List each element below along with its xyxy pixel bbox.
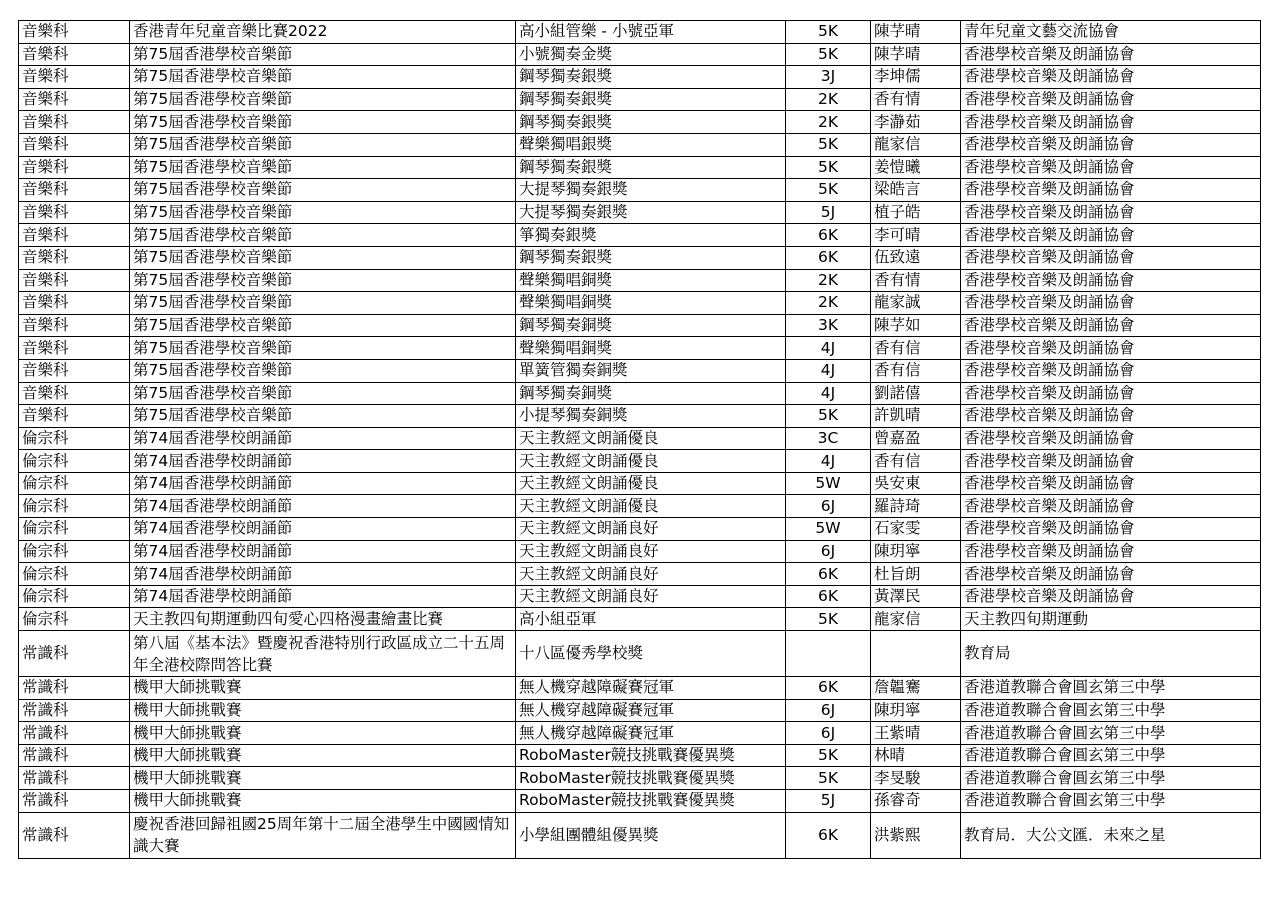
table-row: [19, 201, 1261, 224]
cell-award: 鋼琴獨奏銅獎: [516, 314, 786, 337]
table-row: [19, 88, 1261, 111]
cell-subject: 常識科: [19, 744, 130, 767]
cell-organizer: 香港學校音樂及朗誦協會: [961, 66, 1261, 89]
cell-organizer: 香港學校音樂及朗誦協會: [961, 337, 1261, 360]
table-row: [19, 472, 1261, 495]
cell-award: 十八區優秀學校獎: [516, 631, 786, 677]
cell-award: 天主教經文朗誦良好: [516, 518, 786, 541]
cell-event: 第75屆香港學校音樂節: [130, 314, 516, 337]
cell-organizer: 香港學校音樂及朗誦協會: [961, 585, 1261, 608]
cell-subject: 音樂科: [19, 21, 130, 44]
table-row: [19, 66, 1261, 89]
cell-award: RoboMaster競技挑戰賽優異獎: [516, 767, 786, 790]
cell-class: 6J: [786, 495, 871, 518]
cell-award: 大提琴獨奏銀獎: [516, 201, 786, 224]
cell-class: 4J: [786, 450, 871, 473]
cell-class: 5K: [786, 156, 871, 179]
table-row: [19, 43, 1261, 66]
cell-event: 第74屆香港學校朗誦節: [130, 472, 516, 495]
table-row: [19, 427, 1261, 450]
cell-subject: 音樂科: [19, 201, 130, 224]
cell-award: 小學組團體組優異獎: [516, 812, 786, 858]
cell-award: 鋼琴獨奏銀獎: [516, 111, 786, 134]
cell-subject: 常識科: [19, 677, 130, 700]
cell-event: 第74屆香港學校朗誦節: [130, 450, 516, 473]
cell-class: 2K: [786, 292, 871, 315]
cell-award: 鋼琴獨奏銀獎: [516, 246, 786, 269]
cell-class: 6J: [786, 699, 871, 722]
cell-organizer: 香港學校音樂及朗誦協會: [961, 314, 1261, 337]
cell-class: 4J: [786, 382, 871, 405]
cell-name: 許凱晴: [871, 405, 961, 428]
table-row: [19, 224, 1261, 247]
table-row: [19, 179, 1261, 202]
cell-event: 第75屆香港學校音樂節: [130, 405, 516, 428]
cell-class: 5W: [786, 472, 871, 495]
cell-class: 6K: [786, 585, 871, 608]
cell-organizer: 香港道教聯合會圓玄第三中學: [961, 790, 1261, 813]
table-row: [19, 767, 1261, 790]
cell-class: 2K: [786, 111, 871, 134]
table-row: [19, 677, 1261, 700]
cell-class: 6K: [786, 677, 871, 700]
cell-award: RoboMaster競技挑戰賽優異獎: [516, 790, 786, 813]
cell-name: 洪紫熙: [871, 812, 961, 858]
cell-subject: 音樂科: [19, 314, 130, 337]
cell-name: 劉諾僖: [871, 382, 961, 405]
cell-subject: 音樂科: [19, 292, 130, 315]
cell-organizer: 香港學校音樂及朗誦協會: [961, 156, 1261, 179]
cell-event: 第75屆香港學校音樂節: [130, 133, 516, 156]
cell-award: 高小組管樂 - 小號亞軍: [516, 21, 786, 44]
cell-class: 5K: [786, 43, 871, 66]
cell-organizer: 教育局．大公文匯．未來之星: [961, 812, 1261, 858]
cell-event: 機甲大師挑戰賽: [130, 767, 516, 790]
table-row: [19, 359, 1261, 382]
cell-award: 聲樂獨唱銅獎: [516, 269, 786, 292]
cell-organizer: 香港學校音樂及朗誦協會: [961, 201, 1261, 224]
cell-event: 機甲大師挑戰賽: [130, 790, 516, 813]
cell-class: 5J: [786, 201, 871, 224]
cell-name: 陳芓晴: [871, 21, 961, 44]
cell-event: 第74屆香港學校朗誦節: [130, 563, 516, 586]
cell-class: 5W: [786, 518, 871, 541]
cell-name: 詹韞騫: [871, 677, 961, 700]
cell-subject: 倫宗科: [19, 450, 130, 473]
cell-subject: 倫宗科: [19, 472, 130, 495]
cell-award: 鋼琴獨奏銀獎: [516, 156, 786, 179]
cell-award: 天主教經文朗誦良好: [516, 540, 786, 563]
table-row: [19, 337, 1261, 360]
cell-name: 陳玥寧: [871, 540, 961, 563]
cell-class: 4J: [786, 359, 871, 382]
cell-class: 2K: [786, 88, 871, 111]
cell-subject: 音樂科: [19, 111, 130, 134]
cell-organizer: 香港學校音樂及朗誦協會: [961, 540, 1261, 563]
cell-subject: 倫宗科: [19, 427, 130, 450]
cell-award: 單簧管獨奏銅獎: [516, 359, 786, 382]
cell-event: 第74屆香港學校朗誦節: [130, 495, 516, 518]
cell-organizer: 香港道教聯合會圓玄第三中學: [961, 699, 1261, 722]
cell-event: 第75屆香港學校音樂節: [130, 179, 516, 202]
table-row: [19, 495, 1261, 518]
cell-award: 天主教經文朗誦優良: [516, 450, 786, 473]
cell-subject: 常識科: [19, 767, 130, 790]
cell-event: 第75屆香港學校音樂節: [130, 156, 516, 179]
cell-event: 第75屆香港學校音樂節: [130, 246, 516, 269]
cell-event: 第75屆香港學校音樂節: [130, 382, 516, 405]
table-row: [19, 631, 1261, 677]
cell-name: 香有信: [871, 337, 961, 360]
cell-event: 慶祝香港回歸祖國25周年第十二屆全港學生中國國情知識大賽: [130, 812, 516, 858]
cell-award: 高小組亞軍: [516, 608, 786, 631]
cell-subject: 音樂科: [19, 246, 130, 269]
cell-name: 李可晴: [871, 224, 961, 247]
cell-name: 陳芓如: [871, 314, 961, 337]
cell-award: 鋼琴獨奏銀獎: [516, 88, 786, 111]
cell-event: 第八屆《基本法》暨慶祝香港特別行政區成立二十五周年全港校際問答比賽: [130, 631, 516, 677]
cell-name: 龍家誠: [871, 292, 961, 315]
cell-organizer: 香港學校音樂及朗誦協會: [961, 405, 1261, 428]
cell-subject: 音樂科: [19, 66, 130, 89]
cell-organizer: 香港學校音樂及朗誦協會: [961, 133, 1261, 156]
cell-subject: 音樂科: [19, 269, 130, 292]
cell-organizer: 香港學校音樂及朗誦協會: [961, 292, 1261, 315]
cell-organizer: 青年兒童文藝交流協會: [961, 21, 1261, 44]
cell-award: 小號獨奏金獎: [516, 43, 786, 66]
cell-name: 香有信: [871, 359, 961, 382]
table-row: [19, 111, 1261, 134]
cell-event: 機甲大師挑戰賽: [130, 699, 516, 722]
cell-organizer: 香港學校音樂及朗誦協會: [961, 269, 1261, 292]
cell-name: 杜旨朗: [871, 563, 961, 586]
cell-name: 羅詩琦: [871, 495, 961, 518]
cell-class: 5K: [786, 21, 871, 44]
cell-award: 大提琴獨奏銀獎: [516, 179, 786, 202]
cell-subject: 音樂科: [19, 43, 130, 66]
cell-event: 機甲大師挑戰賽: [130, 744, 516, 767]
cell-organizer: 香港學校音樂及朗誦協會: [961, 518, 1261, 541]
cell-award: 箏獨奏銀獎: [516, 224, 786, 247]
cell-name: 陳芓晴: [871, 43, 961, 66]
cell-name: 香有情: [871, 88, 961, 111]
cell-event: 第75屆香港學校音樂節: [130, 224, 516, 247]
cell-name: 龍家信: [871, 133, 961, 156]
cell-subject: 常識科: [19, 812, 130, 858]
table-row: [19, 382, 1261, 405]
cell-name: 李旻駿: [871, 767, 961, 790]
cell-award: 天主教經文朗誦優良: [516, 427, 786, 450]
cell-organizer: 香港學校音樂及朗誦協會: [961, 224, 1261, 247]
table-row: [19, 744, 1261, 767]
cell-subject: 音樂科: [19, 382, 130, 405]
cell-event: 天主教四旬期運動四旬愛心四格漫畫繪畫比賽: [130, 608, 516, 631]
cell-event: 第75屆香港學校音樂節: [130, 201, 516, 224]
table-row: [19, 563, 1261, 586]
cell-event: 第75屆香港學校音樂節: [130, 43, 516, 66]
cell-name: 李坤儒: [871, 66, 961, 89]
cell-award: 聲樂獨唱銀獎: [516, 133, 786, 156]
cell-class: 5K: [786, 744, 871, 767]
cell-subject: 音樂科: [19, 156, 130, 179]
cell-subject: 音樂科: [19, 133, 130, 156]
cell-class: 3C: [786, 427, 871, 450]
cell-name: 孫睿奇: [871, 790, 961, 813]
cell-subject: 常識科: [19, 699, 130, 722]
cell-organizer: 香港學校音樂及朗誦協會: [961, 43, 1261, 66]
cell-name: 林晴: [871, 744, 961, 767]
table-row: [19, 790, 1261, 813]
cell-event: 第75屆香港學校音樂節: [130, 337, 516, 360]
cell-subject: 常識科: [19, 722, 130, 745]
table-row: [19, 314, 1261, 337]
cell-subject: 音樂科: [19, 88, 130, 111]
cell-subject: 常識科: [19, 790, 130, 813]
table-row: [19, 133, 1261, 156]
cell-organizer: 香港學校音樂及朗誦協會: [961, 88, 1261, 111]
cell-subject: 倫宗科: [19, 495, 130, 518]
cell-class: [786, 631, 871, 677]
cell-organizer: 香港道教聯合會圓玄第三中學: [961, 677, 1261, 700]
cell-name: 香有信: [871, 450, 961, 473]
cell-class: 5K: [786, 133, 871, 156]
cell-name: 陳玥寧: [871, 699, 961, 722]
cell-name: [871, 631, 961, 677]
cell-name: 李瀞茹: [871, 111, 961, 134]
cell-organizer: 香港學校音樂及朗誦協會: [961, 495, 1261, 518]
cell-event: 第74屆香港學校朗誦節: [130, 427, 516, 450]
cell-name: 姜愷曦: [871, 156, 961, 179]
cell-organizer: 香港學校音樂及朗誦協會: [961, 472, 1261, 495]
cell-award: 天主教經文朗誦良好: [516, 563, 786, 586]
cell-event: 第75屆香港學校音樂節: [130, 292, 516, 315]
table-body: [19, 21, 1261, 859]
cell-subject: 音樂科: [19, 405, 130, 428]
cell-organizer: 香港學校音樂及朗誦協會: [961, 179, 1261, 202]
cell-award: RoboMaster競技挑戰賽優異獎: [516, 744, 786, 767]
cell-organizer: 香港學校音樂及朗誦協會: [961, 563, 1261, 586]
cell-class: 3J: [786, 66, 871, 89]
cell-subject: 常識科: [19, 631, 130, 677]
cell-event: 第75屆香港學校音樂節: [130, 88, 516, 111]
cell-subject: 音樂科: [19, 337, 130, 360]
table-row: [19, 608, 1261, 631]
cell-award: 聲樂獨唱銅獎: [516, 292, 786, 315]
table-row: [19, 585, 1261, 608]
table-row: [19, 722, 1261, 745]
cell-organizer: 香港學校音樂及朗誦協會: [961, 111, 1261, 134]
cell-award: 天主教經文朗誦優良: [516, 495, 786, 518]
cell-class: 6K: [786, 246, 871, 269]
cell-award: 鋼琴獨奏銅獎: [516, 382, 786, 405]
cell-name: 黃澤民: [871, 585, 961, 608]
cell-subject: 音樂科: [19, 224, 130, 247]
cell-subject: 音樂科: [19, 359, 130, 382]
cell-class: 6J: [786, 540, 871, 563]
cell-event: 機甲大師挑戰賽: [130, 677, 516, 700]
cell-class: 5K: [786, 179, 871, 202]
cell-event: 第74屆香港學校朗誦節: [130, 540, 516, 563]
cell-award: 無人機穿越障礙賽冠軍: [516, 722, 786, 745]
cell-organizer: 香港學校音樂及朗誦協會: [961, 382, 1261, 405]
cell-event: 第75屆香港學校音樂節: [130, 66, 516, 89]
cell-name: 香有情: [871, 269, 961, 292]
cell-class: 2K: [786, 269, 871, 292]
cell-class: 5J: [786, 790, 871, 813]
cell-organizer: 香港學校音樂及朗誦協會: [961, 359, 1261, 382]
cell-event: 第75屆香港學校音樂節: [130, 269, 516, 292]
cell-class: 5K: [786, 767, 871, 790]
cell-name: 曾嘉盈: [871, 427, 961, 450]
cell-organizer: 香港道教聯合會圓玄第三中學: [961, 744, 1261, 767]
cell-name: 石家雯: [871, 518, 961, 541]
cell-subject: 倫宗科: [19, 563, 130, 586]
awards-table: [18, 20, 1261, 859]
cell-name: 梁皓言: [871, 179, 961, 202]
cell-organizer: 教育局: [961, 631, 1261, 677]
cell-organizer: 天主教四旬期運動: [961, 608, 1261, 631]
table-row: [19, 540, 1261, 563]
cell-subject: 倫宗科: [19, 608, 130, 631]
cell-organizer: 香港道教聯合會圓玄第三中學: [961, 767, 1261, 790]
cell-name: 植子皓: [871, 201, 961, 224]
cell-organizer: 香港學校音樂及朗誦協會: [961, 246, 1261, 269]
cell-award: 鋼琴獨奏銀獎: [516, 66, 786, 89]
cell-class: 6J: [786, 722, 871, 745]
cell-event: 香港青年兒童音樂比賽2022: [130, 21, 516, 44]
cell-name: 伍致遠: [871, 246, 961, 269]
table-row: [19, 699, 1261, 722]
cell-award: 天主教經文朗誦良好: [516, 585, 786, 608]
cell-organizer: 香港學校音樂及朗誦協會: [961, 427, 1261, 450]
cell-class: 5K: [786, 405, 871, 428]
table-row: [19, 246, 1261, 269]
cell-organizer: 香港學校音樂及朗誦協會: [961, 450, 1261, 473]
cell-class: 6K: [786, 224, 871, 247]
table-row: [19, 292, 1261, 315]
cell-name: 王紫晴: [871, 722, 961, 745]
cell-subject: 倫宗科: [19, 585, 130, 608]
cell-class: 6K: [786, 812, 871, 858]
cell-event: 第75屆香港學校音樂節: [130, 359, 516, 382]
cell-event: 第74屆香港學校朗誦節: [130, 585, 516, 608]
cell-award: 小提琴獨奏銅獎: [516, 405, 786, 428]
cell-class: 5K: [786, 608, 871, 631]
cell-award: 無人機穿越障礙賽冠軍: [516, 677, 786, 700]
cell-name: 吳安東: [871, 472, 961, 495]
cell-event: 第74屆香港學校朗誦節: [130, 518, 516, 541]
cell-event: 第75屆香港學校音樂節: [130, 111, 516, 134]
cell-class: 6K: [786, 563, 871, 586]
table-row: [19, 156, 1261, 179]
cell-subject: 音樂科: [19, 179, 130, 202]
table-row: [19, 269, 1261, 292]
cell-organizer: 香港道教聯合會圓玄第三中學: [961, 722, 1261, 745]
cell-event: 機甲大師挑戰賽: [130, 722, 516, 745]
cell-award: 天主教經文朗誦優良: [516, 472, 786, 495]
cell-award: 無人機穿越障礙賽冠軍: [516, 699, 786, 722]
cell-class: 4J: [786, 337, 871, 360]
cell-subject: 倫宗科: [19, 540, 130, 563]
table-row: [19, 21, 1261, 44]
cell-class: 3K: [786, 314, 871, 337]
cell-name: 龍家信: [871, 608, 961, 631]
table-row: [19, 518, 1261, 541]
table-row: [19, 405, 1261, 428]
cell-subject: 倫宗科: [19, 518, 130, 541]
table-row: [19, 450, 1261, 473]
table-row: [19, 812, 1261, 858]
cell-award: 聲樂獨唱銅獎: [516, 337, 786, 360]
